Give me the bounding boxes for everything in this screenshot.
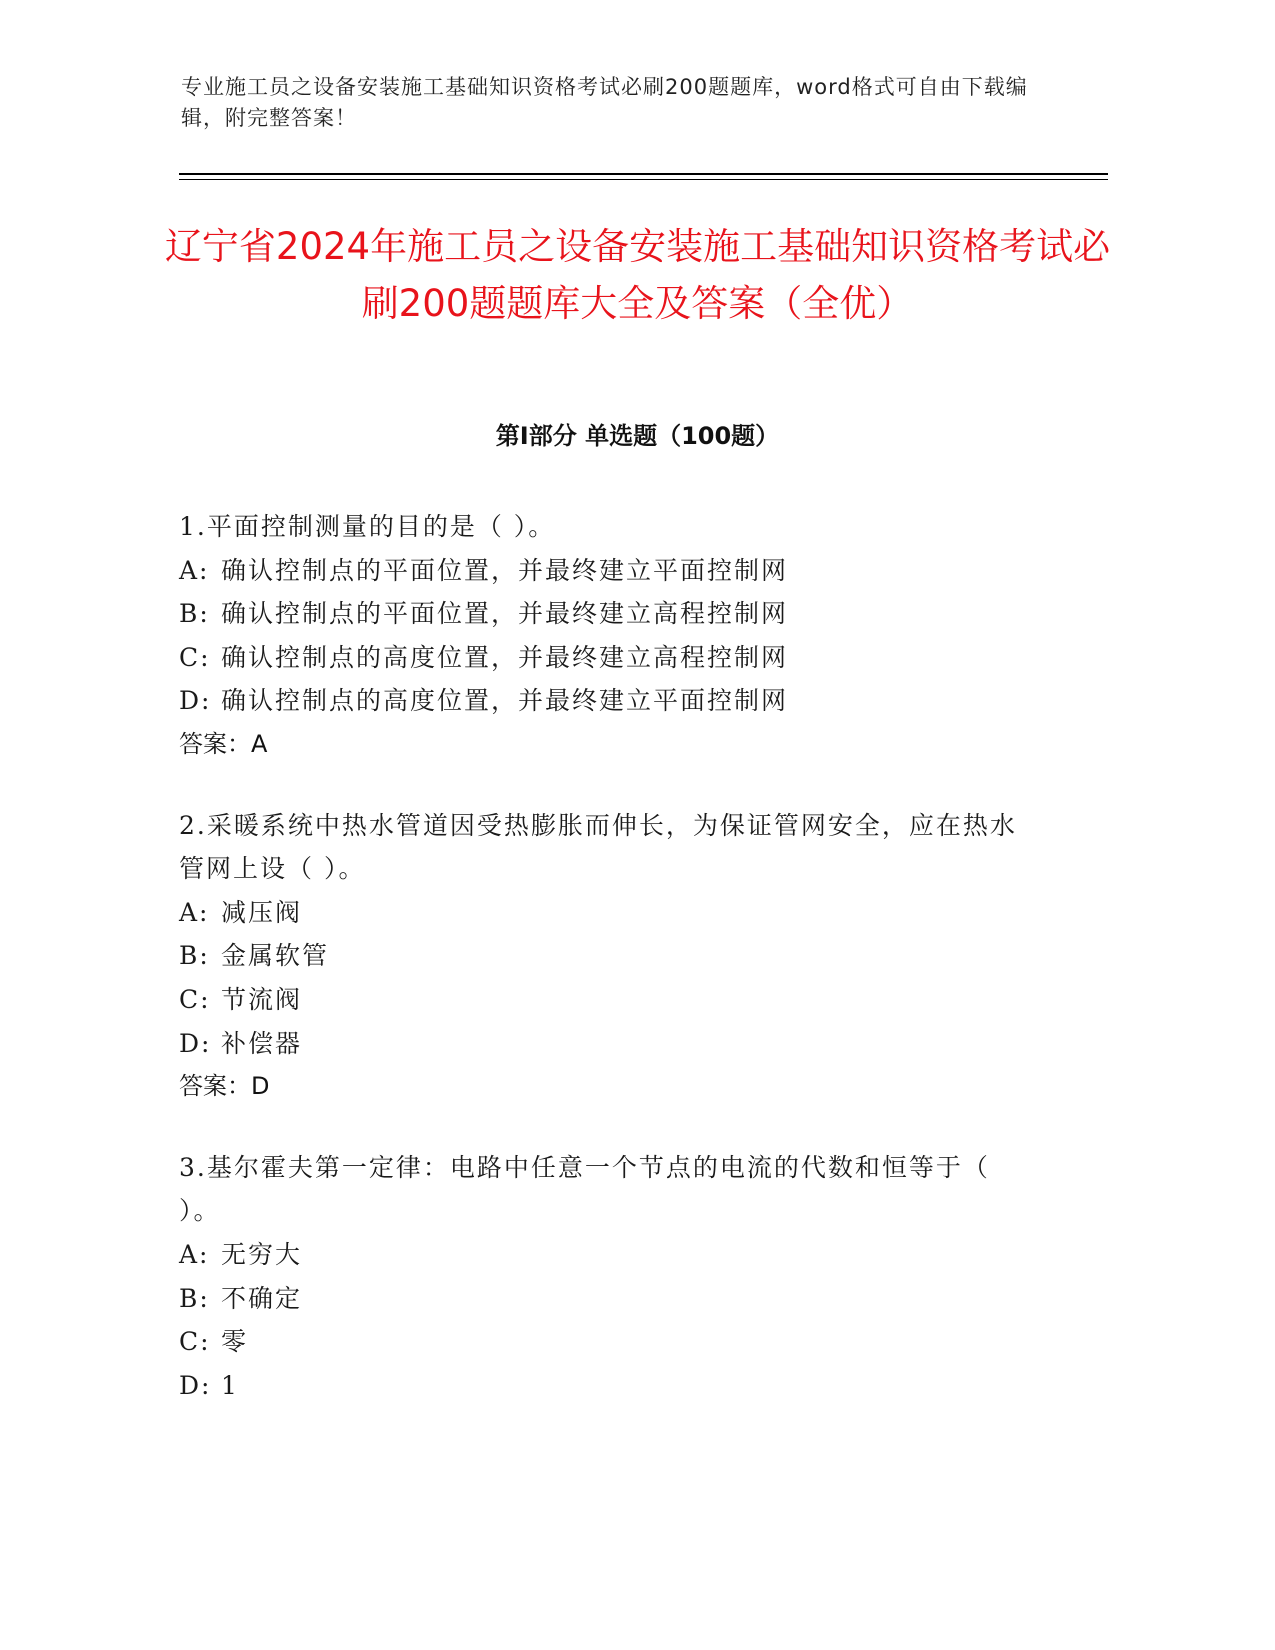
question-3 bbox=[179, 1146, 1039, 1408]
option-d bbox=[179, 1022, 1039, 1066]
option-key: A: bbox=[179, 555, 210, 585]
option-text: 节流阀 bbox=[221, 984, 303, 1014]
header-divider-thin bbox=[179, 179, 1108, 180]
answer-line: 答案：D bbox=[179, 1072, 270, 1101]
option-key: D: bbox=[179, 1370, 212, 1400]
option-a bbox=[179, 1233, 1039, 1277]
option-key: D: bbox=[179, 686, 212, 716]
option-text: 无穷大 bbox=[221, 1239, 303, 1269]
option-key: C: bbox=[179, 984, 211, 1014]
option-d bbox=[179, 1364, 1039, 1408]
option-key: D: bbox=[179, 1028, 212, 1058]
option-text: 确认控制点的高度位置，并最终建立平面控制网 bbox=[221, 686, 789, 716]
option-key: B: bbox=[179, 941, 210, 971]
option-key: A: bbox=[179, 897, 210, 927]
option-text: 减压阀 bbox=[221, 897, 303, 927]
option-key: B: bbox=[179, 599, 210, 629]
option-key: C: bbox=[179, 1327, 211, 1357]
answer-line: 答案：A bbox=[179, 729, 268, 758]
option-text: 确认控制点的平面位置，并最终建立平面控制网 bbox=[221, 555, 789, 585]
option-a bbox=[179, 891, 1039, 935]
option-text: 确认控制点的平面位置，并最终建立高程控制网 bbox=[221, 599, 789, 629]
option-b bbox=[179, 1277, 1039, 1321]
option-b bbox=[179, 934, 1039, 978]
option-c bbox=[179, 636, 1039, 680]
option-a bbox=[179, 549, 1039, 593]
option-text: 确认控制点的高度位置，并最终建立高程控制网 bbox=[221, 642, 789, 672]
question-stem: 3.基尔霍夫第一定律：电路中任意一个节点的电流的代数和恒等于（ ）。 bbox=[179, 1152, 990, 1226]
question-list bbox=[179, 505, 1039, 1444]
option-key: C: bbox=[179, 642, 211, 672]
question-2 bbox=[179, 804, 1039, 1109]
header-note: 专业施工员之设备安装施工基础知识资格考试必刷200题题库，word格式可自由下载编辑，附完整答案！ bbox=[181, 75, 1028, 130]
option-key: B: bbox=[179, 1283, 210, 1313]
option-text: 不确定 bbox=[221, 1283, 303, 1313]
option-b bbox=[179, 592, 1039, 636]
option-d bbox=[179, 679, 1039, 723]
question-1 bbox=[179, 505, 1039, 767]
question-stem: 2.采暖系统中热水管道因受热膨胀而伸长，为保证管网安全，应在热水管网上设（ ）。 bbox=[179, 810, 1017, 884]
option-c bbox=[179, 978, 1039, 1022]
question-stem: 1.平面控制测量的目的是（ ）。 bbox=[179, 512, 556, 541]
header-divider-thick bbox=[179, 173, 1108, 175]
document-title: 辽宁省2024年施工员之设备安装施工基础知识资格考试必刷200题题库大全及答案（全优） bbox=[164, 225, 1111, 325]
option-key: A: bbox=[179, 1239, 210, 1269]
option-text: 金属软管 bbox=[221, 941, 330, 971]
option-text: 1 bbox=[221, 1370, 239, 1400]
option-text: 零 bbox=[221, 1327, 249, 1357]
option-text: 补偿器 bbox=[221, 1028, 303, 1058]
option-c bbox=[179, 1320, 1039, 1364]
section-title: 第Ⅰ部分 单选题（100题） bbox=[495, 422, 780, 450]
